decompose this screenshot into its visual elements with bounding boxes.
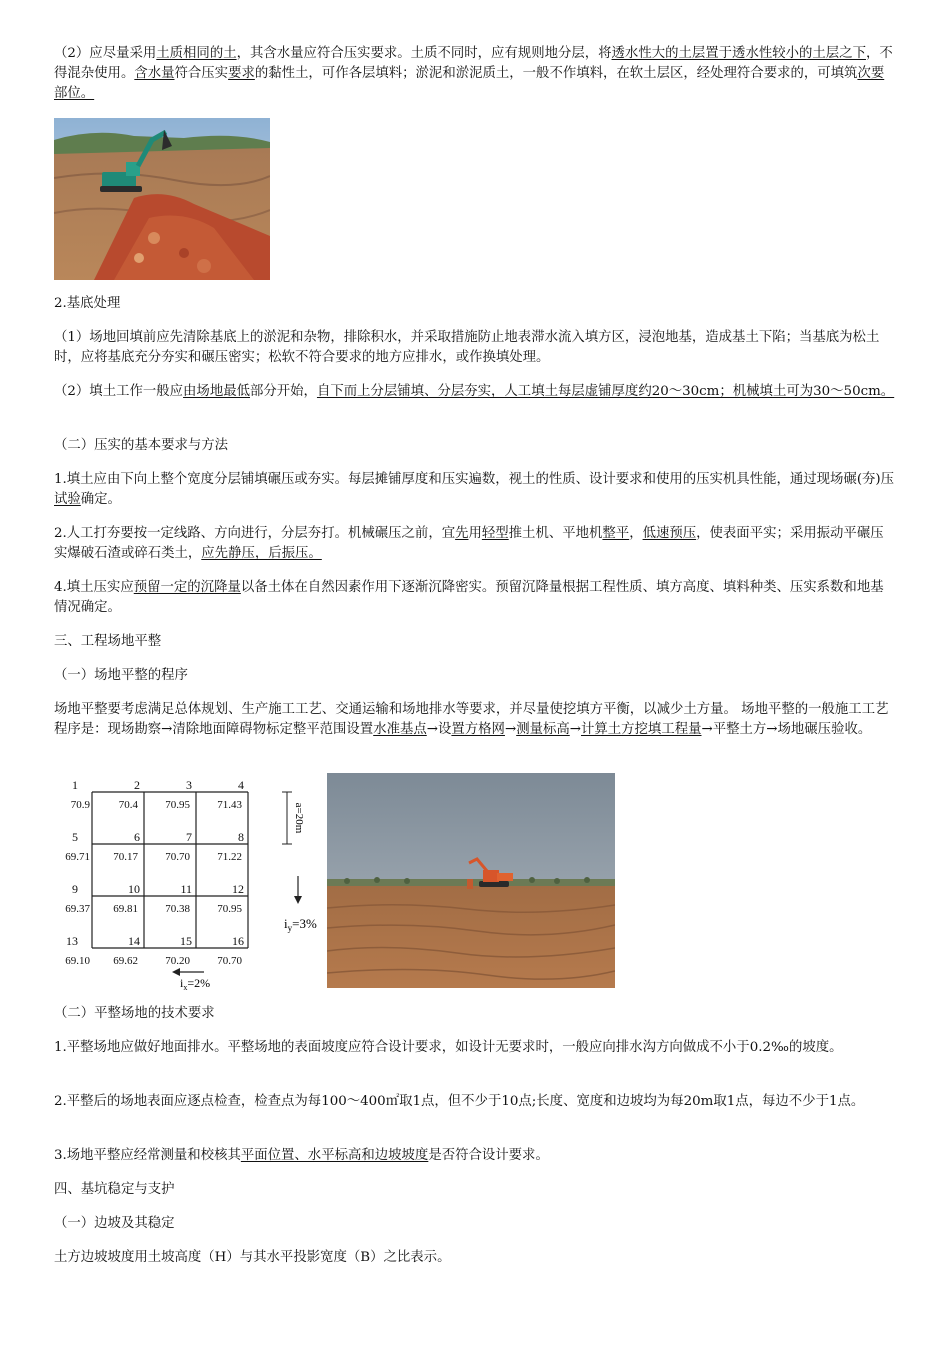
grid-node-id: 14 bbox=[128, 934, 140, 948]
heading-compaction-requirements: （二）压实的基本要求与方法 bbox=[54, 438, 229, 453]
paragraph-settlement-allowance: 4.填土压实应预留一定的沉降量以备土体在自然因素作用下逐渐沉降密实。预留沉降量根据工程性质、填方高度、填料种类、压实系数和地基情况确定。 bbox=[54, 580, 884, 615]
grid-node-id: 2 bbox=[134, 778, 140, 792]
grid-elevation-diagram bbox=[54, 772, 320, 990]
spacing-label: a=20m bbox=[293, 802, 305, 834]
slope-x-arrowhead bbox=[172, 968, 180, 976]
grid-node-id: 12 bbox=[232, 882, 244, 896]
excavator-fill-photo bbox=[54, 118, 270, 280]
grid-node-elevation: 71.22 bbox=[217, 851, 242, 863]
slope-x-label: $i_x=2\%$ bbox=[180, 976, 211, 990]
paragraph-tamping-method: 2.人工打夯要按一定线路、方向进行，分层夯打。机械碾压之前，宜先用轻型推土机、平地机整平，低速预压，使表面平实；采用振动平碾压实爆破石渣或碎石类土，应先静压，后振压。 bbox=[54, 526, 884, 561]
grid-node-elevation: 70.95 bbox=[165, 799, 190, 811]
site-leveling-illustration bbox=[327, 773, 615, 988]
grid-node-elevation: 69.62 bbox=[113, 955, 138, 967]
heading-pit-stability: 四、基坑稳定与支护 bbox=[54, 1182, 175, 1197]
slope-y-label: $i_y=3\%$ bbox=[284, 916, 317, 933]
heading-site-leveling: 三、工程场地平整 bbox=[54, 634, 162, 649]
grid-node-id: 9 bbox=[72, 882, 78, 896]
paragraph-leveling-procedure: 场地平整要考虑满足总体规划、生产施工工艺、交通运输和场地排水等要求，并尽量使挖填方平衡，以减少土方量。 场地平整的一般施工工艺程序是：现场勘察→清除地面障碍物标定整平范围设置水准基点→设置方格网→测量标高→计算土方挖填工程量→平整土方→场地碾压验收。 bbox=[54, 702, 889, 737]
paragraph-soil-selection: （2）应尽量采用土质相同的土，其含水量应符合压实要求。土质不同时，应有规则地分层，将透水性大的土层置于透水性较小的土层之下，不得混杂使用。含水量符合压实要求的黏性土，可作各层填料；淤泥和淤泥质土，一般不作填料，在软土层区，经处理符合要求的，可填筑次要部位。 bbox=[54, 46, 893, 101]
paragraph-layered-compaction: 1.填土应由下向上整个宽度分层铺填碾压或夯实。每层摊铺厚度和压实遍数，视土的性质、设计要求和使用的压实机具性能，通过现场碾(夯)压试验确定。 bbox=[54, 472, 895, 507]
paragraph-inspection-points: 2.平整后的场地表面应逐点检查，检查点为每100～400㎡取1点，但不少于10点;长度、宽度和边坡均为每20m取1点，每边不少于1点。 bbox=[54, 1094, 865, 1109]
grid-elevation-svg bbox=[54, 772, 320, 990]
grid-node-elevation: 70.4 bbox=[118, 799, 138, 811]
grid-node-id: 16 bbox=[232, 934, 244, 948]
excavator-fill-illustration bbox=[54, 118, 270, 280]
grid-node-id: 15 bbox=[180, 934, 192, 948]
heading-leveling-procedure: （一）场地平整的程序 bbox=[54, 668, 188, 683]
grid-node-id: 5 bbox=[72, 830, 78, 844]
grid-node-id: 6 bbox=[134, 830, 140, 844]
grid-node-elevation: 69.71 bbox=[65, 851, 90, 863]
paragraph-base-cleanup: （1）场地回填前应先清除基底上的淤泥和杂物，排除积水，并采取措施防止地表滞水流入填方区，浸泡地基，造成基土下陷；当基底为松土时，应将基底充分夯实和碾压密实；松软不符合要求的地方应排水，或作换填处理。 bbox=[54, 330, 880, 365]
paragraph-fill-sequence: （2）填土工作一般应由场地最低部分开始，自下而上分层铺填、分层夯实，人工填土每层虚铺厚度约20～30cm；机械填土可为30～50cm。 bbox=[54, 384, 895, 399]
grid-node-id: 1 bbox=[72, 778, 78, 792]
grid-node-id: 13 bbox=[66, 934, 78, 948]
paragraph-drainage-slope: 1.平整场地应做好地面排水。平整场地的表面坡度应符合设计要求，如设计无要求时，一般应向排水沟方向做成不小于0.2‰的坡度。 bbox=[54, 1040, 843, 1055]
grid-node-elevation: 69.81 bbox=[113, 903, 138, 915]
heading-leveling-requirements: （二）平整场地的技术要求 bbox=[54, 1006, 215, 1021]
heading-base-treatment: 2.基底处理 bbox=[54, 296, 121, 311]
slope-y-arrowhead bbox=[294, 896, 302, 904]
site-leveling-photo bbox=[327, 773, 615, 988]
grid-node-id: 11 bbox=[180, 882, 192, 896]
paragraph-slope-ratio: 土方边坡坡度用土坡高度（H）与其水平投影宽度（B）之比表示。 bbox=[54, 1250, 451, 1265]
grid-node-elevation: 70.17 bbox=[113, 851, 138, 863]
grid-node-elevation: 69.10 bbox=[65, 955, 90, 967]
paragraph-survey-check: 3.场地平整应经常测量和校核其平面位置、水平标高和边坡坡度是否符合设计要求。 bbox=[54, 1148, 549, 1163]
grid-node-id: 8 bbox=[238, 830, 244, 844]
grid-node-elevation: 70.95 bbox=[217, 903, 242, 915]
grid-node-elevation: 70.38 bbox=[165, 903, 190, 915]
grid-node-id: 7 bbox=[186, 830, 192, 844]
grid-node-id: 3 bbox=[186, 778, 192, 792]
grid-node-elevation: 71.43 bbox=[217, 799, 242, 811]
grid-node-elevation: 70.9 bbox=[70, 799, 90, 811]
grid-node-elevation: 70.70 bbox=[217, 955, 242, 967]
grid-node-elevation: 70.20 bbox=[165, 955, 190, 967]
heading-slope-stability: （一）边坡及其稳定 bbox=[54, 1216, 175, 1231]
grid-node-elevation: 70.70 bbox=[165, 851, 190, 863]
grid-node-id: 10 bbox=[128, 882, 140, 896]
grid-node-id: 4 bbox=[238, 778, 244, 792]
grid-node-elevation: 69.37 bbox=[65, 903, 90, 915]
